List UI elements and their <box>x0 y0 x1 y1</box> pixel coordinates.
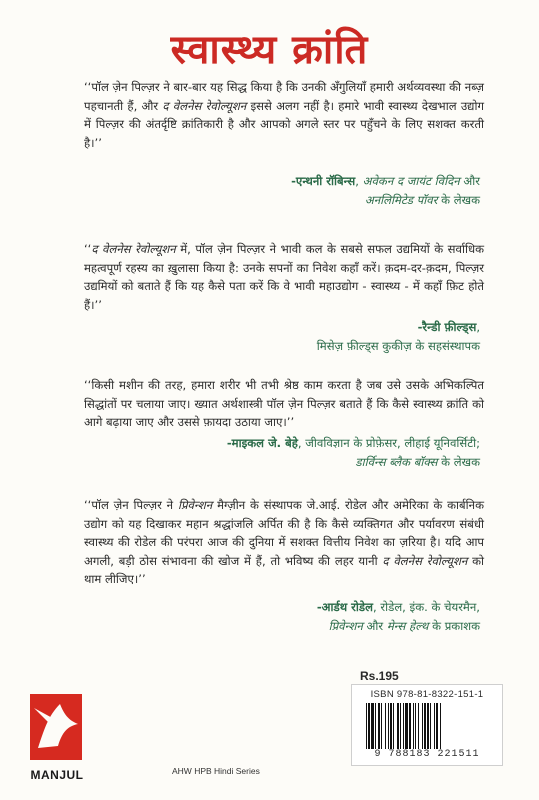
blurb-behe: ‘‘किसी मशीन की तरह, हमारा शरीर भी तभी श्रेष्ठ काम करता है जब उसे उसके अभिकल्पित सिद्धांतों पर चलाया जाए। ख्यात अर्थशास्त्री पॉल ज़ेन पिल्ज़र बताते हैं कि कैसे स्वास्थ्य क्रांति को आगे बढ़ाया जाए और उससे फ़ायदा उठाया जाए।’’ <box>84 378 484 429</box>
barcode-digits: 9 788183 221511 <box>374 749 480 760</box>
publisher-logo <box>26 690 88 782</box>
price: Rs.195 <box>360 669 399 683</box>
attribution-rodale: -आर्डथ रोडेल, रोडेल, इंक. के चेयरमैन, प्रिवेन्शन और मेन्स हेल्थ के प्रकाशक <box>316 600 480 633</box>
blurb-fields: ‘‘द वेलनेस रेवोल्यूशन में, पॉल ज़ेन पिल्ज़र ने भावी कल के सबसे सफल उद्यमियों के सर्वाधिक महत्वपूर्ण रहस्य का ख़ुलासा किया है: उनके सपनों का निवेश कहाँ करें। क़दम-दर-क़दम, पिल्ज़र उद्यमियों को बताते हैं कि यह कैसे पता करें कि वे भावी महाउद्योग - स्वास्थ्य - में कहाँ फ़िट होते हैं।’’ <box>84 242 484 312</box>
barcode-bars <box>364 703 490 749</box>
book-title: स्वास्थ्य क्रांति <box>170 26 369 73</box>
isbn-label: ISBN 978-81-8322-151-1 <box>370 689 484 700</box>
publisher-name: MANJUL <box>30 768 84 782</box>
attribution-robbins: -एन्थनी रॉबिन्स, अवेकन द जायंट विदिन और अनलिमिटेड पॉवर के लेखक <box>291 174 480 207</box>
blurb-rodale: ‘‘पॉल ज़ेन पिल्ज़र ने प्रिवेन्शन मैग्ज़ीन के संस्थापक जे.आई. रोडेल और अमेरिका के कार्बनिक उद्योग को यह दिखाकर महान श्रद्धांजलि अर्पित की है कि कैसे व्यक्तिगत और पर्यावरण संबंधी स्वास्थ्य की रोडेल की परंपरा आज की दुनिया में सशक्त वित्तीय निवेश का ज़रिया है। यदि आप अगली, बड़ी ठोस संभावना की खोज में हैं, तो भविष्य की लहर यानी द वेलनेस रेवोल्यूशन को थाम लीजिए।’’ <box>84 498 484 586</box>
bird-logo-icon <box>26 690 88 764</box>
blurb-robbins: ‘‘पॉल ज़ेन पिल्ज़र ने बार-बार यह सिद्ध किया है कि उनकी अँगुलियाँ हमारी अर्थव्यवस्था की नब्ज़ पहचानती हैं, और द वेलनेस रेवोल्यूशन इससे अलग नहीं है। हमारे भावी स्वास्थ्य देखभाल उद्योग में पिल्ज़र की अंतर्दृष्टि क्रांतिकारी है और आपको अगले स्तर पर पहुँचने के लिए सशक्त करती है।’’ <box>84 80 485 150</box>
barcode <box>351 684 503 766</box>
attribution-behe: -माइकल जे. बेहे, जीवविज्ञान के प्रोफ़ेसर, लीहाई यूनिवर्सिटी; डार्विन्स ब्लैक बॉक्स के लेखक <box>226 436 480 469</box>
attribution-fields: -रैन्डी फ़ील्ड्स, मिसेज़ फ़ील्ड्स कुकीज़ के सहसंस्थापक <box>316 320 480 353</box>
series-label: AHW HPB Hindi Series <box>172 766 260 776</box>
